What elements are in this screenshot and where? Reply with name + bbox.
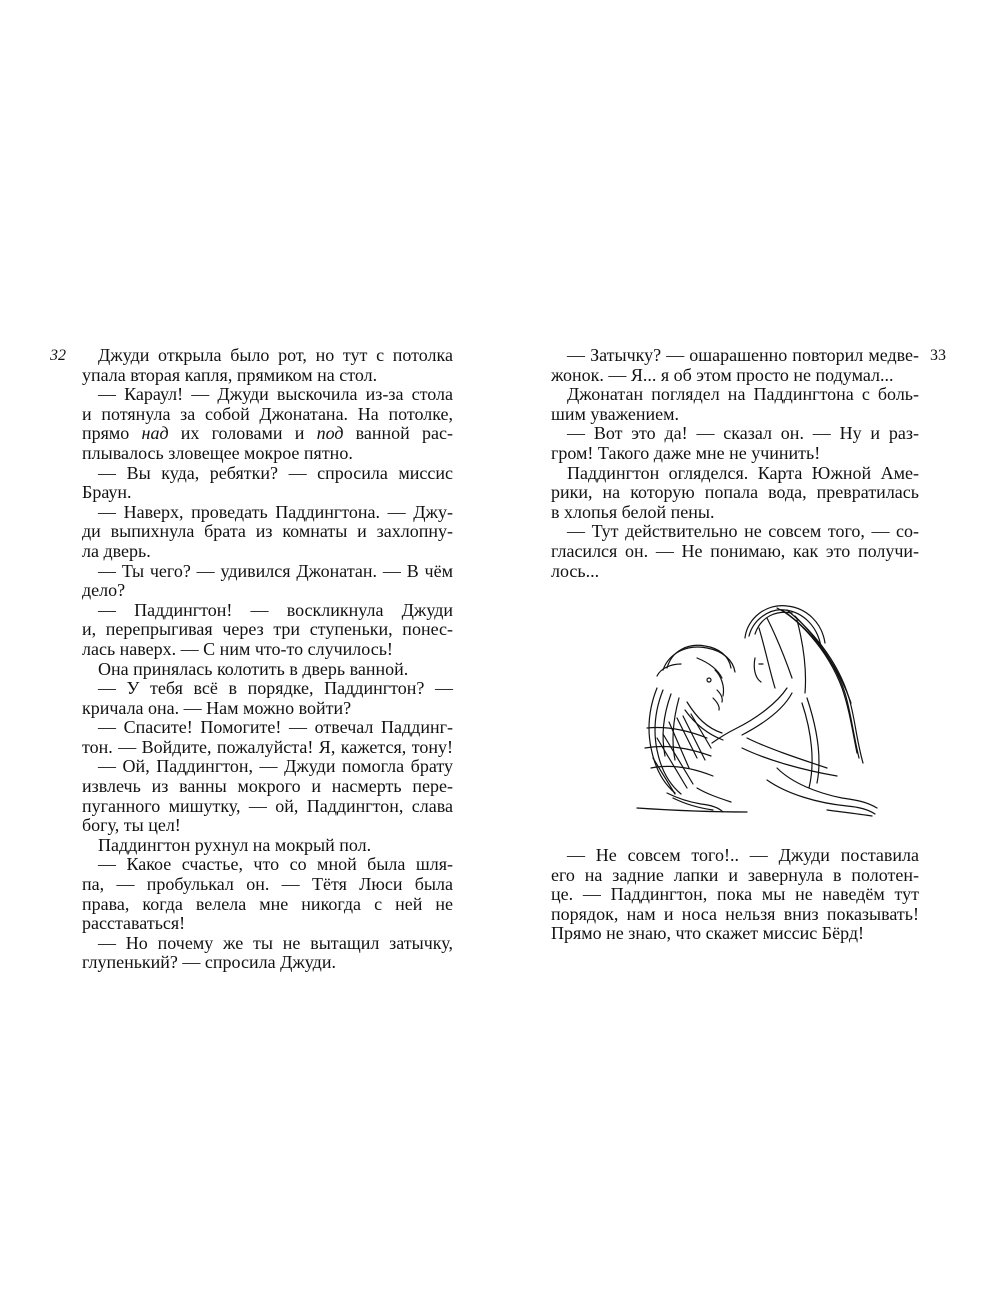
text-line: Паддингтон рухнул на мокрый пол. [98,834,372,855]
text-line: — Какое счастье, что со мной была шля- [98,854,453,875]
text-line: — Не совсем того!.. — Джуди поставила [567,845,919,865]
text-line: дело? [82,580,126,601]
text-line: Джонатан поглядел на Паддингтона с боль- [567,384,919,405]
text-line: — Вот это да! — сказал он. — Ну и раз- [567,423,919,444]
right-page-text-top [551,346,919,581]
text-span: ванной рас- [343,423,453,444]
text-line: — Караул! — Джуди выскочила из-за стола [98,384,453,405]
text-line: права, когда велела мне никогда с ней не [82,893,453,914]
text-span: прямо [82,423,142,444]
text-line: порядок, нам и носа нельзя вниз показывать! [551,903,919,924]
text-line: пуганного мишутку, — ой, Паддингтон, слава [82,795,453,816]
text-line: гласился он. — Не понимаю, как это получи- [551,540,919,561]
text-line: — Ты чего? — удивился Джонатан. — В чём [98,560,453,581]
text-line: кричала она. — Нам можно войти? [82,697,352,718]
text-line: лась наверх. — С ним что-то случилось! [82,638,393,659]
text-line: тон. — Войдите, пожалуйста! Я, кажется, тону! [82,736,453,757]
text-line [82,424,453,444]
text-line: — Спасите! Помогите! — отвечал Паддинг- [98,717,453,738]
page-number-right: 33 [930,347,946,364]
text-line: лось... [551,560,600,581]
italic-word: под [316,423,344,444]
text-line: гром! Такого даже мне не учинить! [551,442,821,463]
italic-word: над [141,423,169,444]
text-line: Джуди открыла было рот, но тут с потолка [98,345,453,365]
text-line: рики, на которую попала вода, превратилась [551,482,919,503]
text-line: — Тут действительно не совсем того, — со- [567,521,919,542]
text-line: и потянула за собой Джонатана. На потолке, [82,403,453,424]
text-line: плывалось зловещее мокрое пятно. [82,442,353,463]
text-line: и, перепрыгивая через три ступеньки, понес- [82,619,453,640]
text-line: ди выпихнула брата из комнаты и захлопну- [82,521,453,542]
text-line: — У тебя всё в порядке, Паддингтон? — [98,678,453,699]
text-line: извлечь из ванны мокрого и насмерть пере- [82,776,453,797]
text-line: упала вторая капля, прямиком на стол. [82,364,378,385]
text-line: глупенький? — спросила Джуди. [82,952,336,973]
text-line: Паддингтон огляделся. Карта Южной Аме- [567,462,919,483]
text-line: в хлопья белой пены. [551,501,715,522]
text-line: це. — Паддингтон, пока мы не наведём тут [551,884,919,905]
text-line: — Вы куда, ребятки? — спросила миссис [98,462,453,483]
text-line: Она принялась колотить в дверь ванной. [98,658,409,679]
text-line: — Но почему же ты не вытащил затычку, [98,932,453,953]
text-line: шим уважением. [551,403,679,424]
text-line: Прямо не знаю, что скажет миссис Бёрд! [551,923,865,944]
text-line: богу, ты цел! [82,815,181,836]
text-line: па, — пробулькал он. — Тётя Люси была [82,874,453,895]
text-line: — Затычку? — ошарашенно повторил медве- [567,345,919,365]
text-line: ла дверь. [82,540,151,561]
text-line: расставаться! [82,913,186,934]
text-line: жонок. — Я... я об этом просто не подумал... [551,364,894,385]
text-span: их головами и [168,423,317,444]
right-page-text-bottom [551,846,919,944]
left-page-text [82,346,453,973]
text-line: Браун. [82,482,132,503]
text-line: — Наверх, проведать Паддингтона. — Джу- [98,501,453,522]
page-number-left: 32 [50,347,66,364]
text-line: — Паддингтон! — воскликнула Джуди [98,599,453,620]
sketch-girl-hugging-bear-icon [627,598,885,828]
text-line: — Ой, Паддингтон, — Джуди помогла брату [98,756,453,777]
text-line: его на задние лапки и завернула в полотен- [551,864,919,885]
